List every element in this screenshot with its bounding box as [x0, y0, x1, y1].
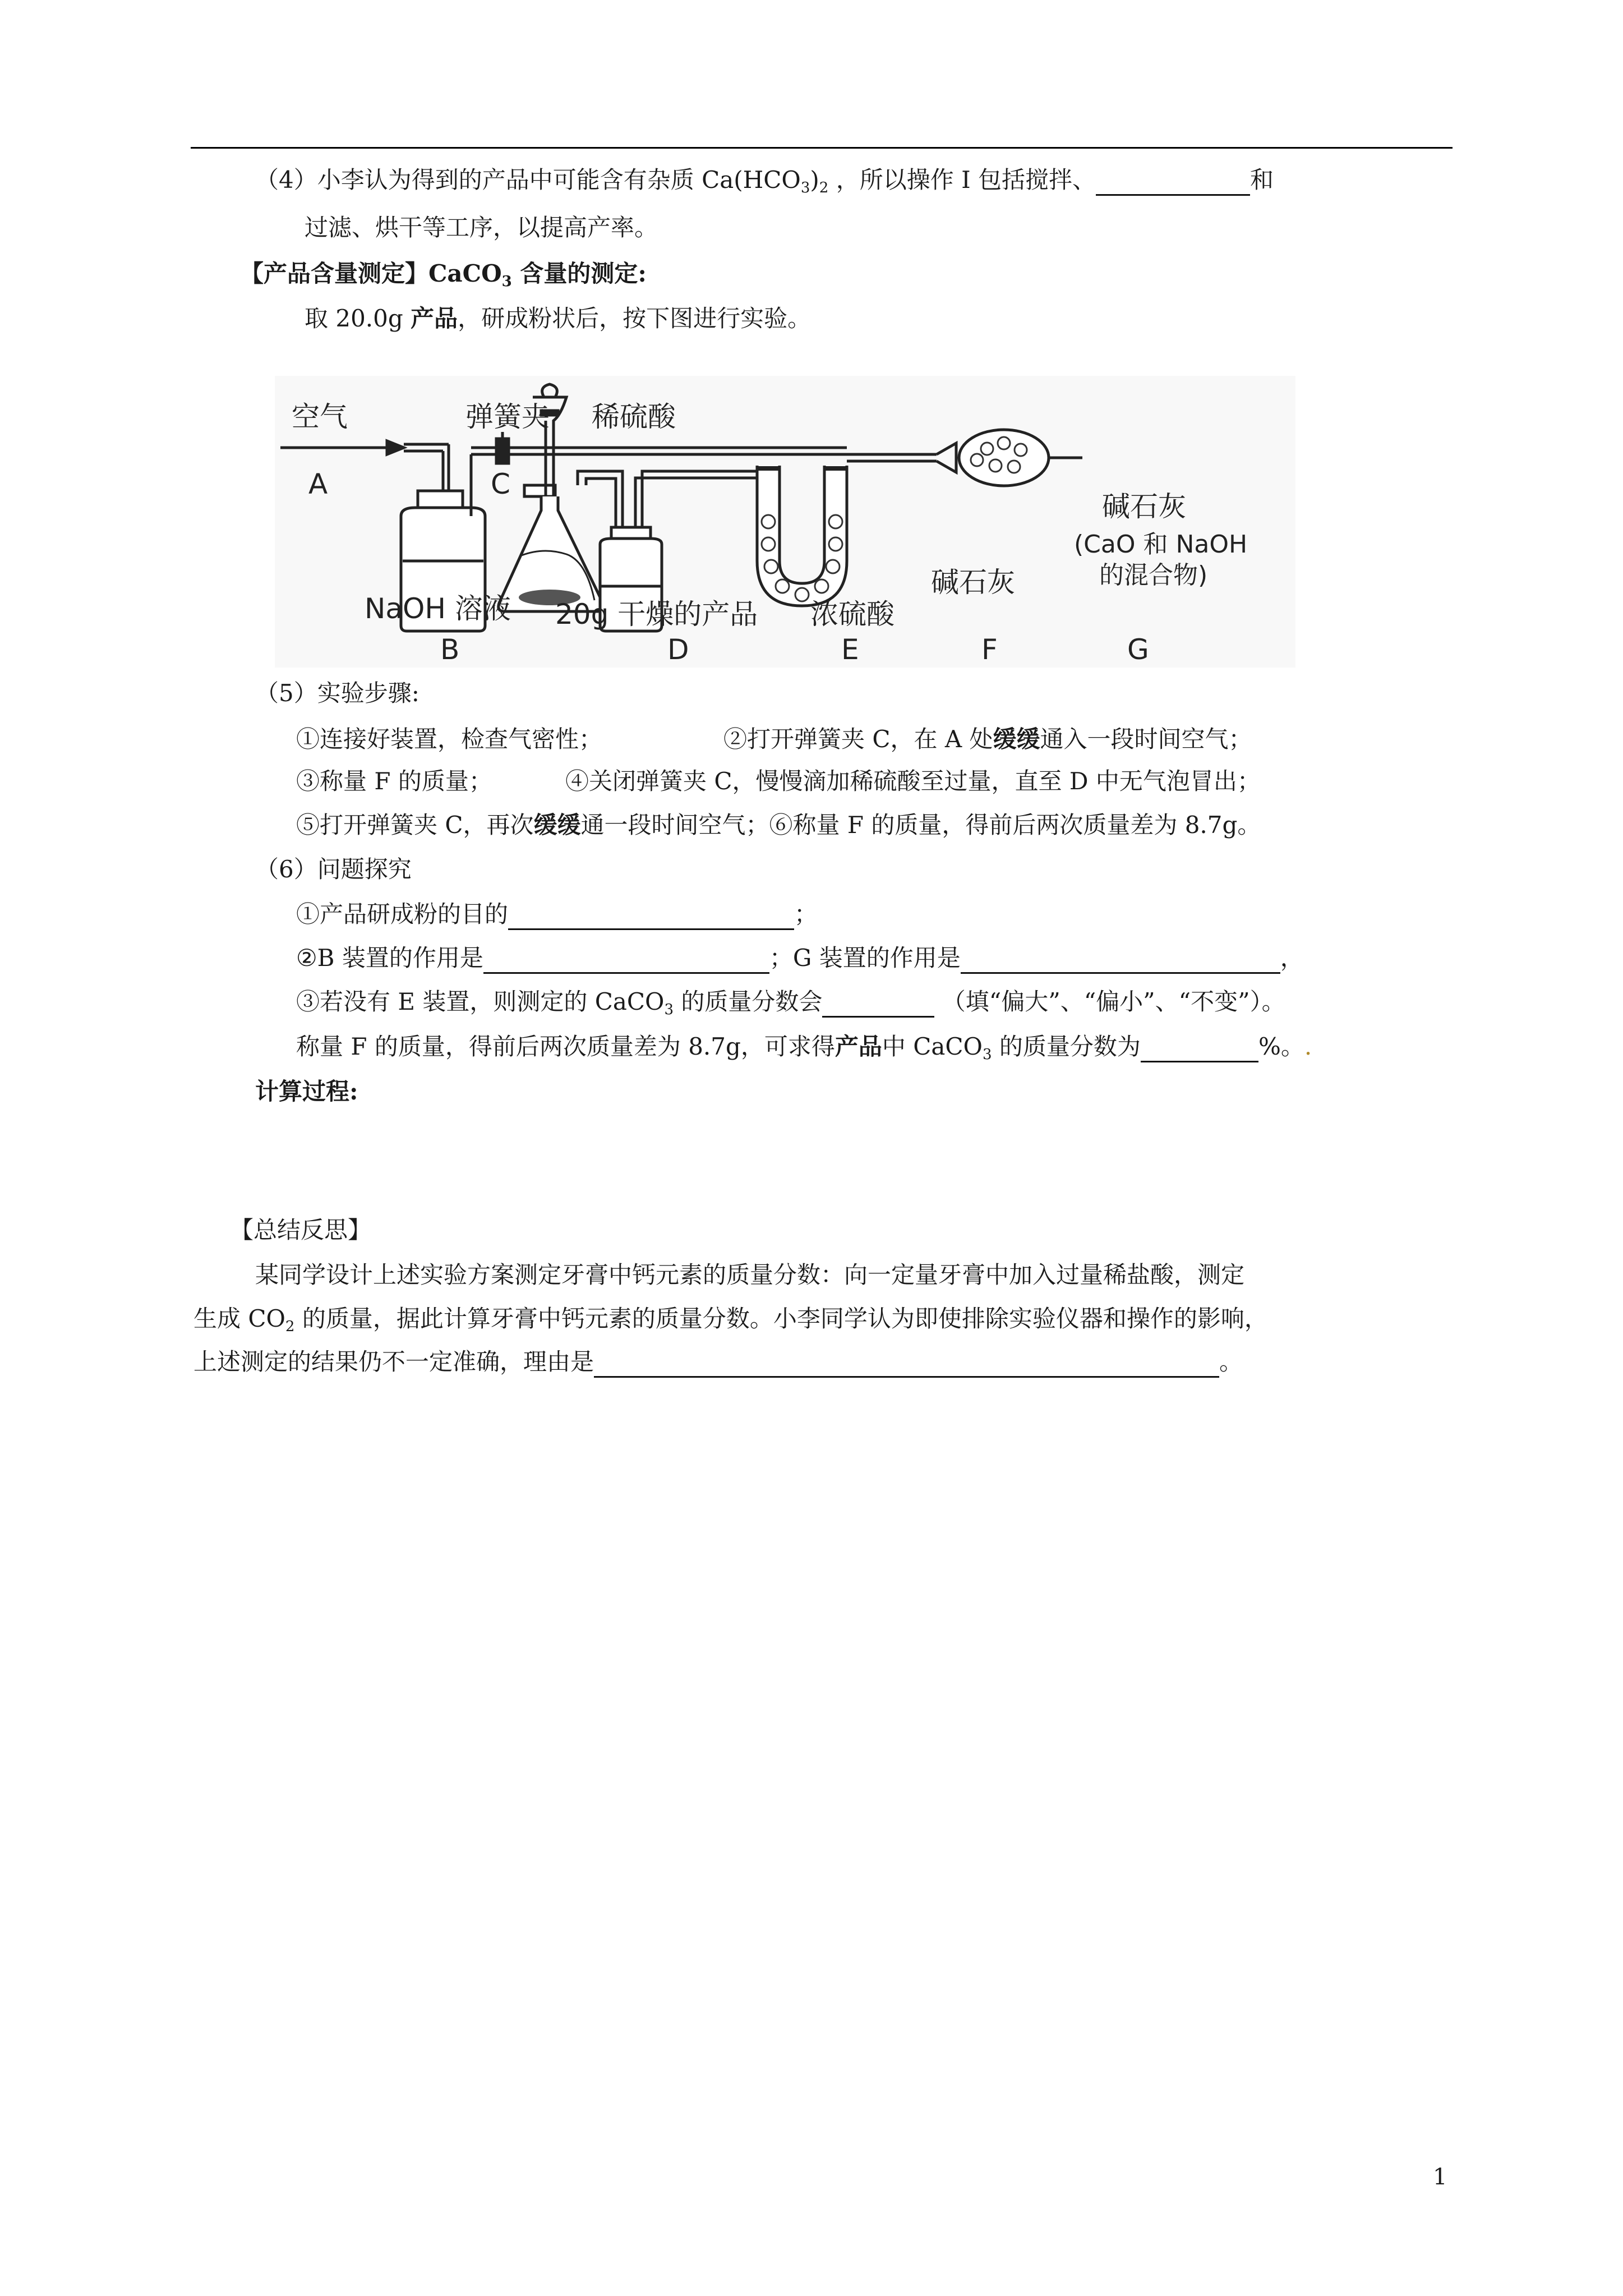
q5-title: （5）实验步骤: — [255, 679, 419, 707]
q5-step3: ③称量 F 的质量； — [296, 767, 492, 795]
label-naoh: NaOH 溶液 — [365, 592, 511, 625]
q6-blank2[interactable] — [483, 947, 769, 974]
q5-step2: ②打开弹簧夹 C，在 A 处缓缓通入一段时间空气； — [723, 725, 1252, 753]
label-C: C — [491, 468, 510, 500]
label-air: 空气 — [292, 401, 348, 433]
q6-blank4[interactable] — [822, 991, 934, 1018]
q6-title: （6）问题探究 — [255, 855, 412, 883]
label-G: G — [1127, 633, 1149, 666]
section-title: 【产品含量测定】CaCO$_3$ 含量的测定: — [240, 260, 647, 290]
page-number: 1 — [1433, 2164, 1447, 2190]
q6-blank3[interactable] — [961, 947, 1280, 974]
q6-blank5[interactable] — [1141, 1036, 1258, 1062]
summary-line2: 生成 $CO_2$ 的质量，据此计算牙膏中钙元素的质量分数。小李同学认为即使排除实验仪器和操作的影响， — [193, 1305, 1268, 1335]
q6-part3: ③若没有 E 装置，则测定的 CaCO$_3$ 的质量分数会 （填“偏大”、“偏小”、“不变”）。 — [296, 988, 1285, 1018]
apparatus-diagram — [275, 376, 1295, 668]
q5-step1: ①连接好装置，检查气密性； — [296, 725, 603, 753]
q6-part4: 称量 F 的质量，得前后两次质量差为 8.7g，可求得产品中 CaCO$_3$ 的质量分数为 %。. — [296, 1033, 1312, 1063]
label-conc-acid: 浓硫酸 — [810, 598, 895, 631]
calc-label: 计算过程: — [255, 1078, 358, 1105]
label-E: E — [841, 633, 859, 666]
label-D: D — [667, 633, 689, 666]
label-g-note2: 的混合物) — [1099, 561, 1208, 590]
label-A: A — [308, 468, 328, 500]
q5-step4: ④关闭弹簧夹 C，慢慢滴加稀硫酸至过量，直至 D 中无气泡冒出； — [565, 767, 1261, 795]
header-rule — [191, 147, 1453, 149]
summary-blank[interactable] — [594, 1351, 1219, 1378]
q4-blank[interactable] — [1096, 169, 1250, 196]
q6-part1: ①产品研成粉的目的 ； — [296, 899, 818, 930]
label-g-note1: (CaO 和 NaOH — [1074, 530, 1248, 559]
q4-line1: （4）小李认为得到的产品中可能含有杂质 $Ca(HCO_3)_2$ ，所以操作 I 包括搅拌、 和 — [255, 166, 1274, 196]
label-B: B — [440, 633, 460, 666]
q4-line2: 过滤、烘干等工序，以提高产率。 — [305, 214, 658, 241]
label-soda-lime-g: 碱石灰 — [1102, 490, 1186, 523]
q5-step5: ⑤打开弹簧夹 C，再次缓缓通一段时间空气；⑥称量 F 的质量，得前后两次质量差为 8.7g。 — [296, 811, 1261, 839]
section-intro: 取 20.0g 产品，研成粉状后，按下图进行实验。 — [305, 305, 811, 332]
summary-line1: 某同学设计上述实验方案测定牙膏中钙元素的质量分数：向一定量牙膏中加入过量稀盐酸，测定 — [255, 1261, 1245, 1289]
label-clamp: 弹簧夹 — [465, 401, 550, 433]
q6-part2: ②B 装置的作用是 ；G 装置的作用是 ， — [296, 942, 1304, 974]
summary-line3: 上述测定的结果仍不一定准确，理由是 。 — [193, 1346, 1243, 1378]
label-soda-lime-f: 碱石灰 — [931, 566, 1015, 599]
label-acid: 稀硫酸 — [592, 401, 676, 433]
q6-blank1[interactable] — [508, 904, 794, 930]
label-F: F — [981, 633, 998, 666]
summary-title: 【总结反思】 — [230, 1216, 372, 1244]
label-product: 20g 干燥的产品 — [555, 598, 758, 631]
